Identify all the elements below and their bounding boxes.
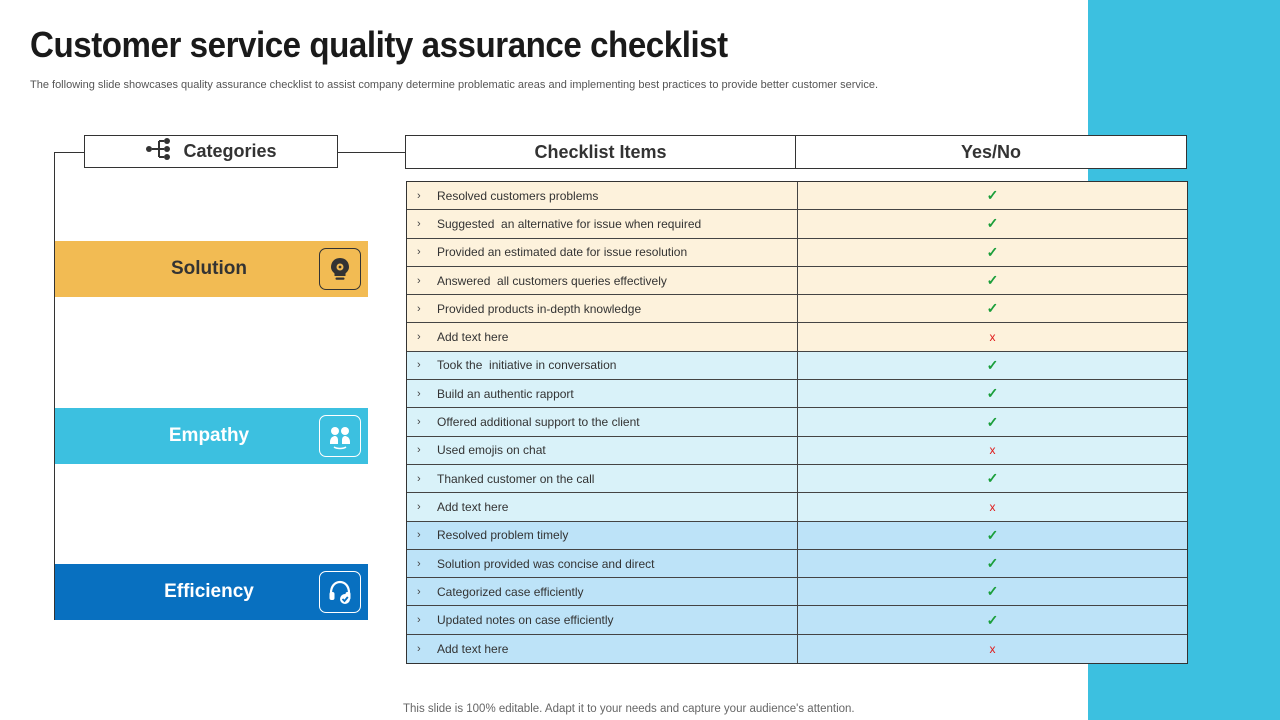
checklist-item [407, 465, 798, 492]
checklist-item [407, 352, 798, 379]
footer-note: This slide is 100% editable. Adapt it to your needs and capture your audience's attention. [403, 703, 855, 715]
category-label: Empathy [168, 425, 250, 446]
chevron-right-icon: › [417, 585, 421, 598]
table-row [407, 182, 1187, 210]
chevron-right-icon: › [417, 557, 421, 570]
check-mark-icon: ✓ [986, 272, 999, 289]
check-mark-icon: ✓ [986, 470, 999, 487]
check-mark-icon: ✓ [986, 356, 999, 373]
support-hands-icon [319, 415, 361, 457]
check-mark-icon: ✓ [986, 187, 999, 204]
column-header-yes-no: Yes/No [795, 135, 1187, 169]
chevron-right-icon: › [417, 387, 421, 400]
headset-check-icon [319, 571, 361, 613]
table-row [407, 323, 1187, 351]
chevron-right-icon: › [417, 472, 421, 485]
chevron-right-icon: › [417, 359, 421, 372]
cross-mark-icon: x [989, 443, 996, 458]
chevron-right-icon: › [417, 302, 421, 315]
checklist-item-text: Provided an estimated date for issue resolution [437, 245, 688, 260]
checklist-item [407, 635, 798, 663]
cross-mark-icon: x [989, 330, 996, 345]
chevron-right-icon: › [417, 189, 421, 202]
checklist-item-text: Resolved customers problems [437, 188, 599, 203]
chevron-right-icon: › [417, 444, 421, 457]
checklist-item-text: Solution provided was concise and direct [437, 556, 655, 571]
lightbulb-gear-icon [319, 248, 361, 290]
checklist-item-text: Add text here [437, 499, 509, 514]
checklist-item [407, 522, 798, 549]
checklist-item [407, 182, 798, 209]
chevron-right-icon: › [417, 331, 421, 344]
categories-header-label: Categories [183, 141, 277, 161]
table-row [407, 550, 1187, 578]
check-mark-icon: ✓ [986, 526, 999, 543]
table-row [407, 465, 1187, 493]
chevron-right-icon: › [417, 529, 421, 542]
checklist-table [406, 181, 1188, 664]
table-row [407, 635, 1187, 663]
category-connector-vertical [54, 152, 55, 620]
chevron-right-icon: › [417, 642, 421, 655]
checklist-item-text: Offered additional support to the client [437, 415, 640, 430]
check-mark-icon: ✓ [986, 215, 999, 232]
checklist-item [407, 606, 798, 633]
categories-header [84, 135, 338, 168]
category-label: Efficiency [164, 581, 254, 602]
table-row [407, 352, 1187, 380]
checklist-item [407, 493, 798, 520]
table-row [407, 267, 1187, 295]
checklist-item-text: Resolved problem timely [437, 528, 569, 543]
category-efficiency [55, 564, 368, 620]
checklist-item-text: Build an authentic rapport [437, 386, 574, 401]
checklist-item-text: Add text here [437, 330, 509, 345]
check-mark-icon: ✓ [986, 611, 999, 628]
table-row [407, 578, 1187, 606]
checklist-item [407, 239, 798, 266]
check-mark-icon: ✓ [986, 413, 999, 430]
column-header-checklist-items: Checklist Items [405, 135, 796, 169]
checklist-item-text: Answered all customers queries effectively [437, 273, 667, 288]
page-subtitle: The following slide showcases quality assurance checklist to assist company determine problematic areas and implementing best practices to provide better customer service. [30, 79, 879, 91]
category-label: Solution [171, 258, 247, 279]
chevron-right-icon: › [417, 614, 421, 627]
checklist-item [407, 323, 798, 350]
table-row [407, 437, 1187, 465]
checklist-item [407, 578, 798, 605]
check-mark-icon: ✓ [986, 243, 999, 260]
category-empathy [55, 408, 368, 464]
checklist-item-text: Updated notes on case efficiently [437, 613, 614, 628]
checklist-item-text: Add text here [437, 641, 509, 656]
checklist-item [407, 380, 798, 407]
checklist-item [407, 408, 798, 435]
table-row [407, 493, 1187, 521]
chevron-right-icon: › [417, 217, 421, 230]
checklist-item-text: Categorized case efficiently [437, 584, 584, 599]
table-row [407, 239, 1187, 267]
table-row [407, 522, 1187, 550]
checklist-item [407, 550, 798, 577]
table-row [407, 210, 1187, 238]
checklist-item-text: Suggested an alternative for issue when required [437, 216, 702, 231]
checklist-item-text: Thanked customer on the call [437, 471, 595, 486]
checklist-item-text: Provided products in-depth knowledge [437, 301, 642, 316]
header-connector [338, 152, 406, 153]
checklist-item [407, 437, 798, 464]
table-row [407, 380, 1187, 408]
check-mark-icon: ✓ [986, 555, 999, 571]
checklist-item [407, 295, 798, 322]
check-mark-icon: ✓ [986, 385, 999, 402]
table-row [407, 606, 1187, 634]
table-row [407, 408, 1187, 436]
chevron-right-icon: › [417, 416, 421, 429]
checklist-item-text: Used emojis on chat [437, 443, 546, 458]
checklist-item [407, 210, 798, 237]
checklist-item [407, 267, 798, 294]
check-mark-icon: ✓ [986, 300, 999, 317]
category-connector-top [54, 152, 84, 153]
cross-mark-icon: x [989, 641, 996, 656]
cross-mark-icon: x [989, 499, 996, 514]
chevron-right-icon: › [417, 500, 421, 513]
hierarchy-icon [145, 137, 173, 166]
category-solution [55, 241, 368, 297]
check-mark-icon: ✓ [986, 583, 999, 600]
chevron-right-icon: › [417, 246, 421, 259]
chevron-right-icon: › [417, 274, 421, 287]
table-row [407, 295, 1187, 323]
checklist-item-text: Took the initiative in conversation [437, 358, 617, 373]
page-title: Customer service quality assurance checklist [30, 24, 728, 65]
